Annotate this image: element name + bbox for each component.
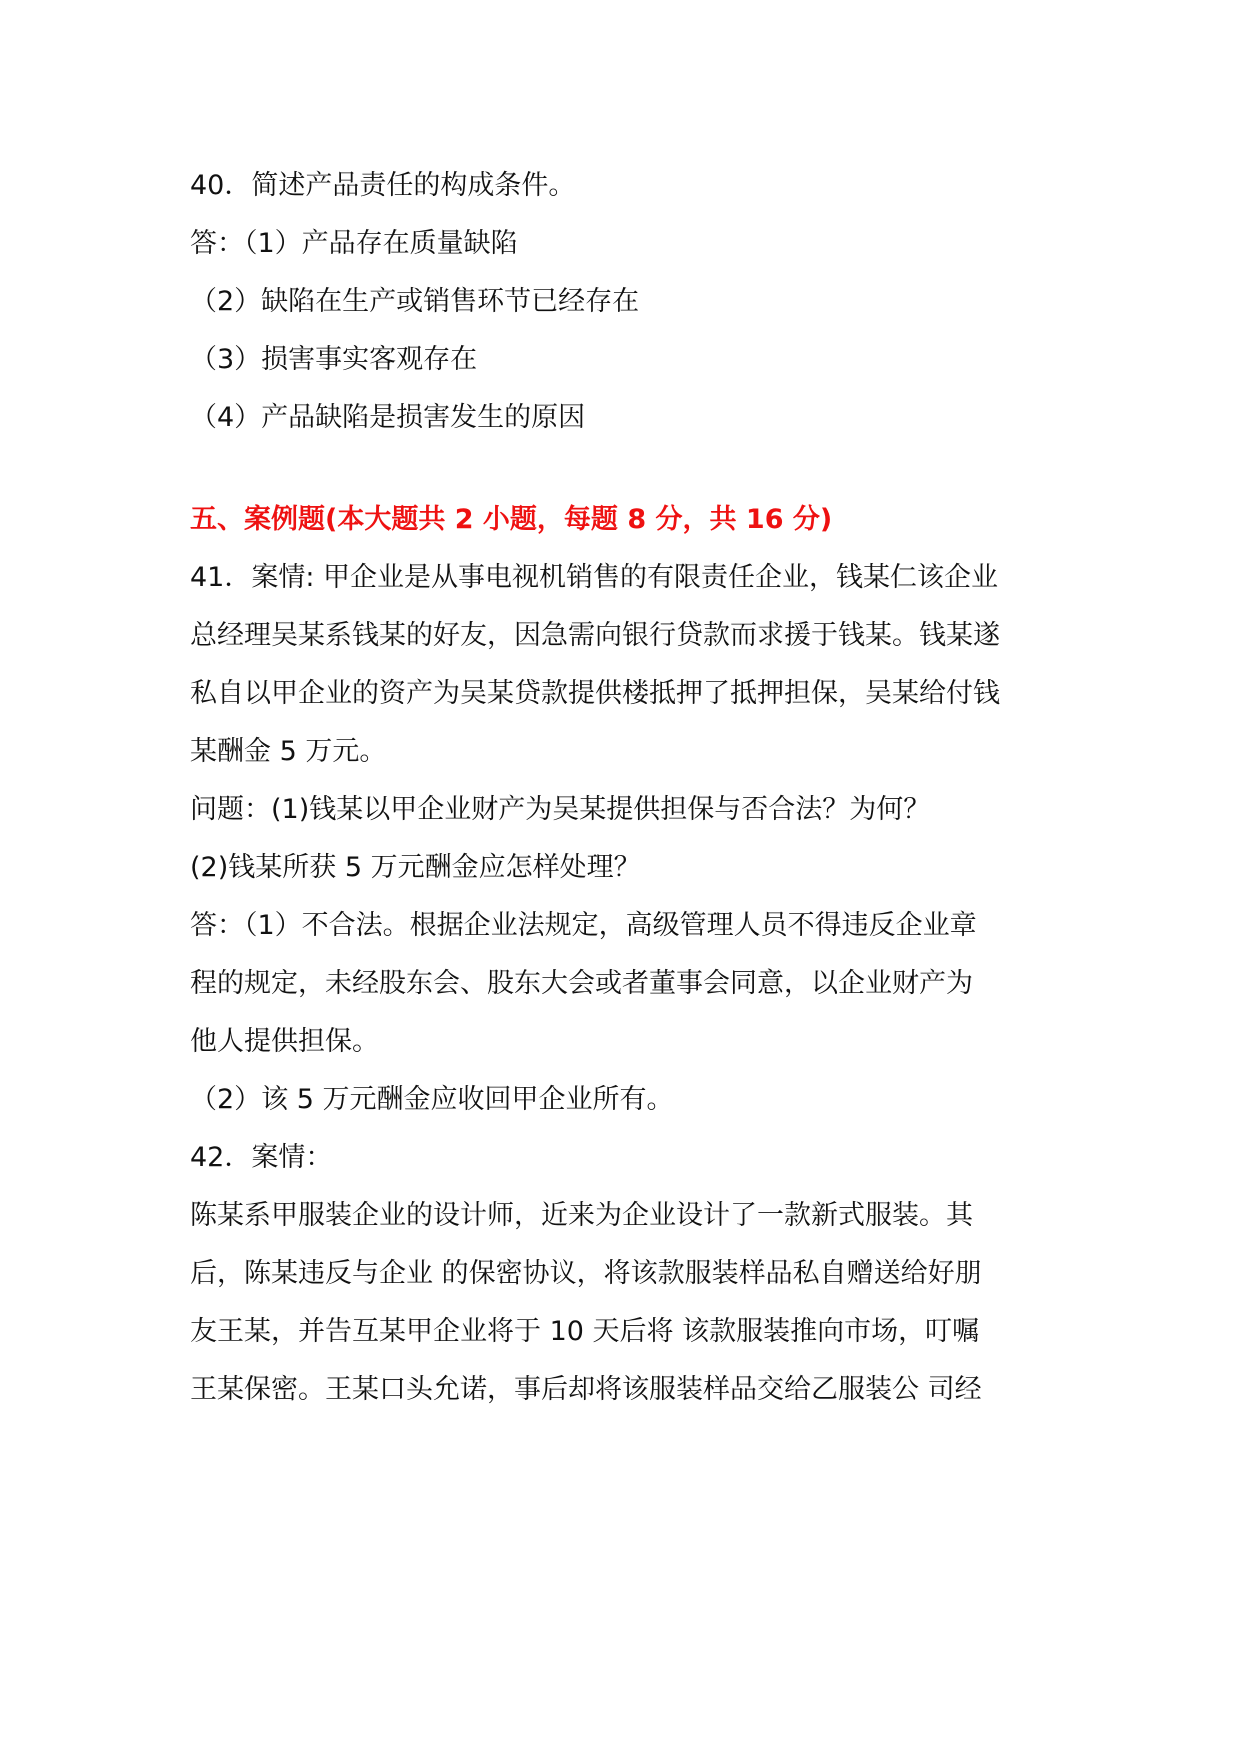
question-40-title: 40．简述产品责任的构成条件。: [190, 170, 576, 201]
answer-40-item-3: （3）损害事实客观存在: [190, 344, 478, 375]
answer-41-line-1: 答：（1）不合法。根据企业法规定，高级管理人员不得违反企业章: [190, 910, 977, 941]
question-42-text-line-1: 陈某系甲服装企业的设计师，近来为企业设计了一款新式服装。其: [190, 1200, 973, 1231]
answer-41-line-3: 他人提供担保。: [190, 1026, 379, 1057]
question-41-text-line-4: 某酬金 5 万元。: [190, 736, 387, 767]
answer-41-line-4: （2）该 5 万元酬金应收回甲企业所有。: [190, 1084, 674, 1115]
question-41-text-line-2: 总经理吴某系钱某的好友，因急需向银行贷款而求援于钱某。钱某遂: [190, 620, 1000, 651]
question-41-problem-1: 问题：(1)钱某以甲企业财产为吴某提供担保与否合法？为何？: [190, 794, 931, 825]
answer-40-item-1: 答：（1）产品存在质量缺陷: [190, 228, 518, 259]
answer-40-item-2: （2）缺陷在生产或销售环节已经存在: [190, 286, 640, 317]
question-42-text-line-4: 王某保密。王某口头允诺，事后却将该服装样品交给乙服装公 司经: [190, 1374, 982, 1405]
answer-41-line-2: 程的规定，未经股东会、股东大会或者董事会同意，以企业财产为: [190, 968, 973, 999]
question-41-text-line-3: 私自以甲企业的资产为吴某贷款提供楼抵押了抵押担保，吴某给付钱: [190, 678, 1000, 709]
question-41-problem-2: (2)钱某所获 5 万元酬金应怎样处理？: [190, 852, 641, 883]
question-42-text-line-3: 友王某，并告互某甲企业将于 10 天后将 该款服装推向市场，叮嘱: [190, 1316, 980, 1347]
section-heading-case-questions: 五、案例题(本大题共 2 小题，每题 8 分，共 16 分): [190, 504, 833, 535]
question-41-text-line-1: 41．案情: 甲企业是从事电视机销售的有限责任企业，钱某仁该企业: [190, 562, 999, 593]
question-42-text-line-2: 后，陈某违反与企业 的保密协议，将该款服装样品私自赠送给好朋: [190, 1258, 982, 1289]
answer-40-item-4: （4）产品缺陷是损害发生的原因: [190, 402, 586, 433]
question-42-title: 42．案情：: [190, 1142, 333, 1173]
